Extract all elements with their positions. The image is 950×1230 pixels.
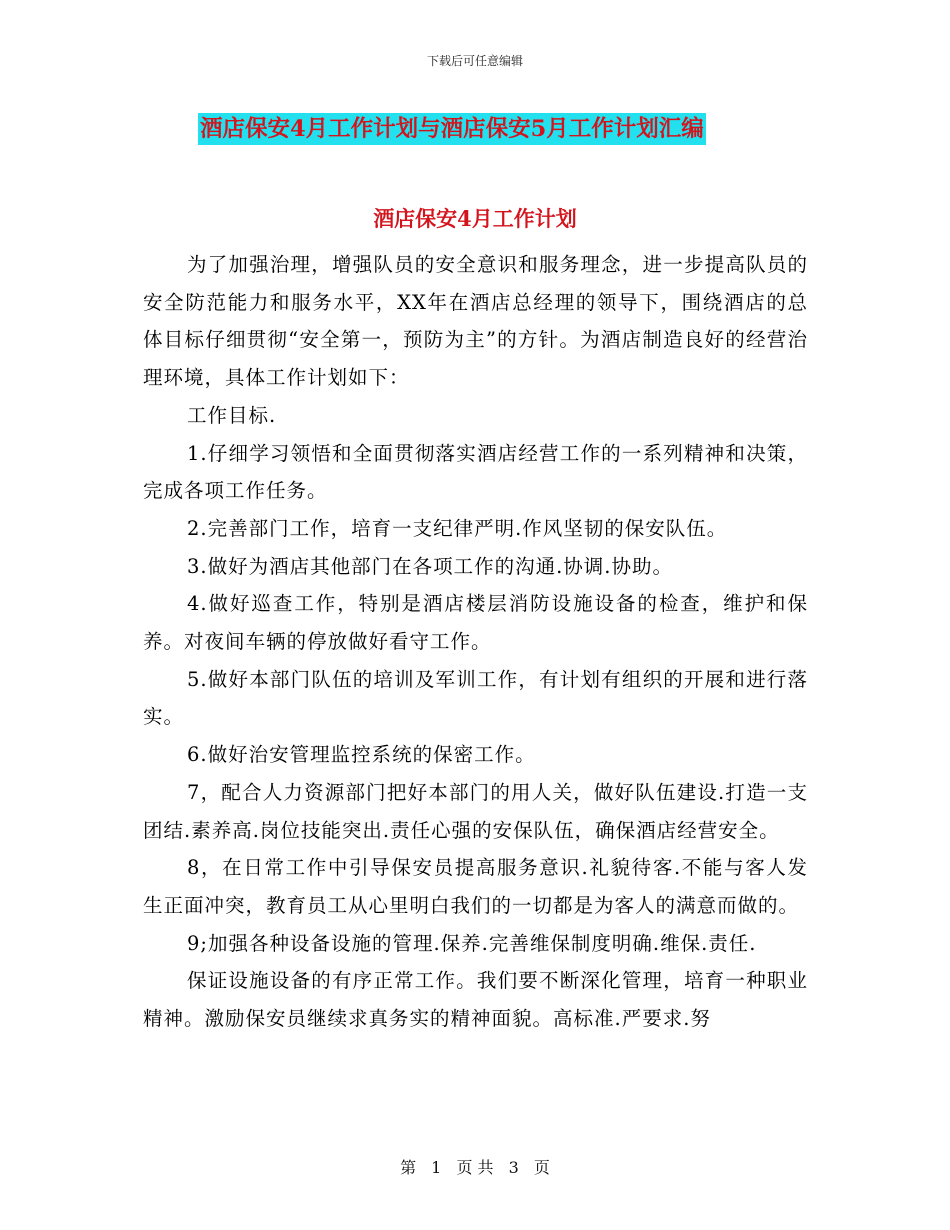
paragraph: 8，在日常工作中引导保安员提高服务意识.礼貌待客.不能与客人发生正面冲突，教育员工从心里明白我们的一切都是为客人的满意而做的。	[143, 856, 808, 917]
page-number: 1	[431, 1158, 442, 1177]
paragraph: 2.完善部门工作，培育一支纪律严明.作风坚韧的保安队伍。	[187, 516, 728, 540]
page-total: 3	[508, 1158, 519, 1177]
paragraph: 6.做好治安管理监控系统的保密工作。	[187, 743, 536, 767]
paragraph: 为了加强治理，增强队员的安全意识和服务理念，进一步提高队员的安全防范能力和服务水平，XX年在酒店总经理的领导下，围绕酒店的总体目标仔细贯彻“安全第一，预防为主”的方针。为酒店制造良好的经营治理环境，具体工作计划如下：	[143, 253, 808, 390]
header-note: 下载后可任意编辑	[426, 54, 523, 68]
paragraph: 9;加强各种设备设施的管理.保养.完善维保制度明确.维保.责任.	[187, 931, 757, 955]
footer-prefix: 第	[400, 1158, 417, 1177]
paragraph: 7，配合人力资源部门把好本部门的用人关，做好队伍建设.打造一支团结.素养高.岗位技能突出.责任心强的安保队伍，确保酒店经营安全。	[143, 780, 808, 842]
paragraph: 工作目标.	[187, 403, 277, 427]
paragraph: 3.做好为酒店其他部门在各项工作的沟通.协调.协助。	[187, 554, 674, 578]
paragraph: 4.做好巡查工作，特别是酒店楼层消防设施设备的检查，维护和保养。对夜间车辆的停放做好看守工作。	[143, 592, 808, 654]
footer-middle: 页 共	[456, 1158, 494, 1177]
paragraph: 1.仔细学习领悟和全面贯彻落实酒店经营工作的一系列精神和决策，完成各项工作任务。	[143, 441, 808, 503]
page-footer	[0, 1155, 950, 1178]
footer-suffix: 页	[533, 1158, 550, 1177]
paragraph: 保证设施设备的有序正常工作。我们要不断深化管理，培育一种职业精神。激励保安员继续求真务实的精神面貌。高标准.严要求.努	[143, 969, 808, 1031]
paragraph: 5.做好本部门队伍的培训及军训工作，有计划有组织的开展和进行落实。	[143, 667, 808, 729]
document-body	[143, 246, 808, 1038]
section-title: 酒店保安4月工作计划	[373, 206, 577, 231]
document-title: 酒店保安4月工作计划与酒店保安5月工作计划汇编	[198, 113, 706, 145]
